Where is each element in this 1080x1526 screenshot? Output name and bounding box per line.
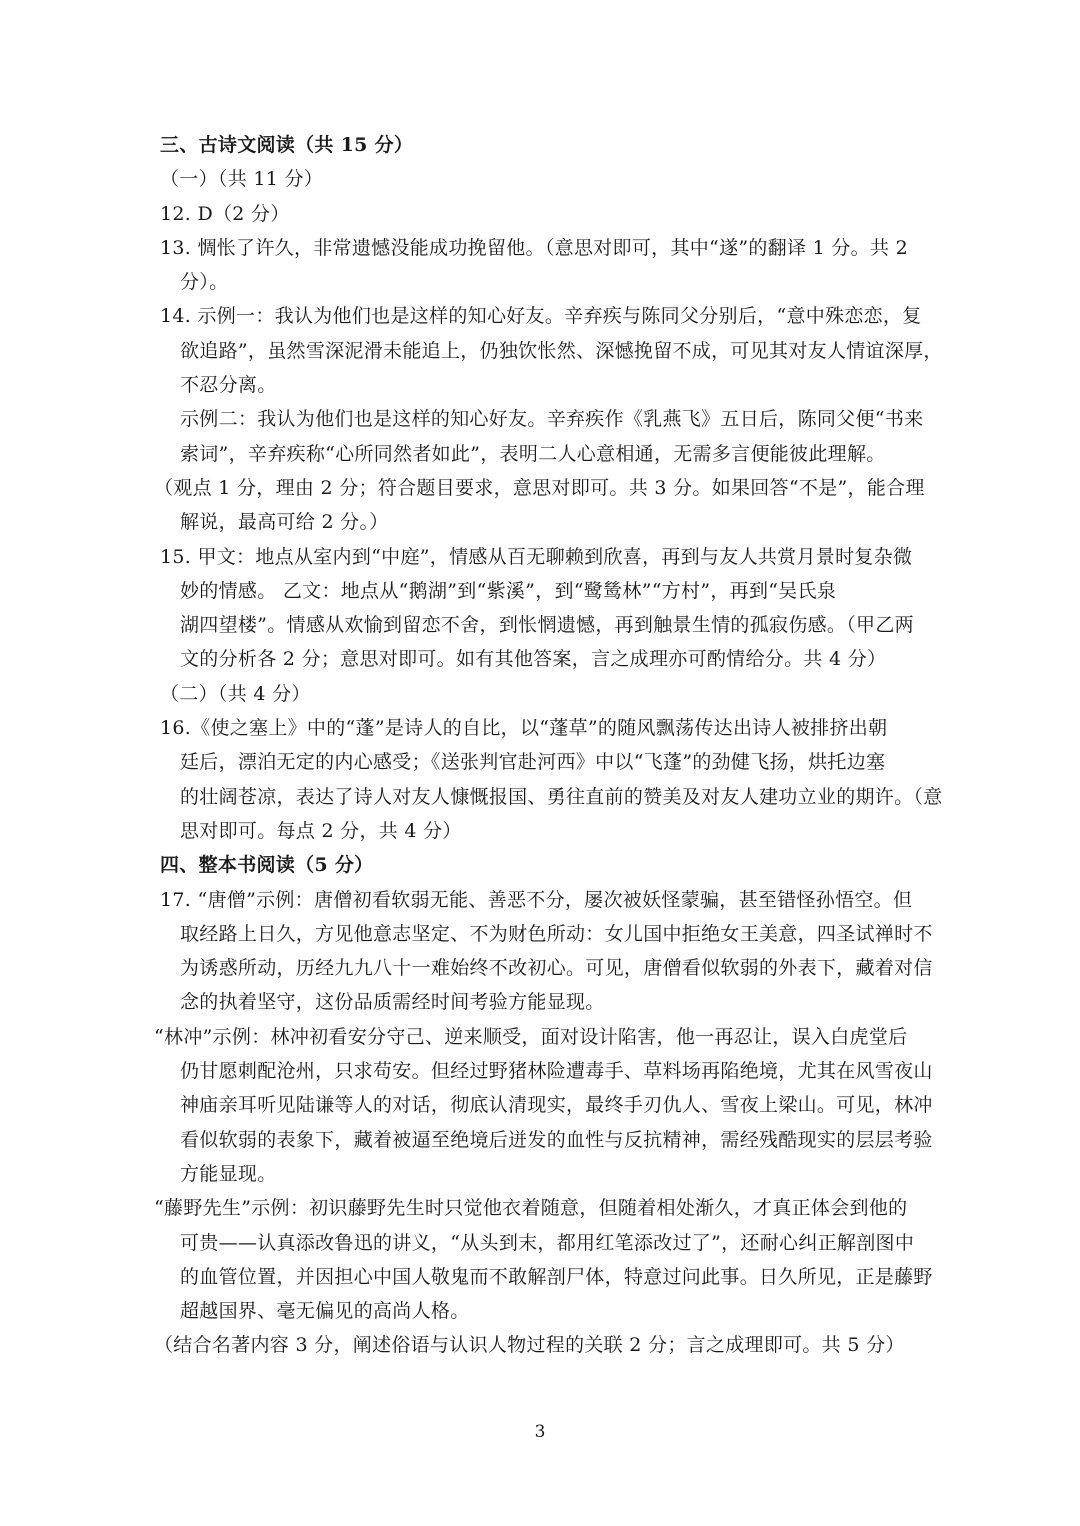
- answer-q15-line: 妙的情感。 乙文：地点从“鹅湖”到“紫溪”，到“鹭鸶林”“方村”，再到“吴氏泉: [180, 579, 837, 602]
- answer-q17-line: 可贵——认真添改鲁迅的讲义，“从头到末，都用红笔添改过了”，还耐心纠正解剖图中: [180, 1231, 915, 1254]
- scoring-note-q17: （结合名著内容 3 分，阐述俗语与认识人物过程的关联 2 分；言之成理即可。共 5 分）: [154, 1334, 905, 1357]
- answer-q17-line: “藤野先生”示例：初识藤野先生时只觉他衣着随意，但随着相处渐久，才真正体会到他的: [154, 1197, 908, 1220]
- answer-q14-line: 14. 示例一：我认为他们也是这样的知心好友。辛弃疾与陈同父分别后，“意中殊恋恋，复: [160, 305, 922, 328]
- answer-q14-line: 欲追路”，虽然雪深泥滑未能追上，仍独饮怅然、深憾挽留不成，可见其对友人情谊深厚，: [180, 339, 943, 362]
- scoring-note-q14: 解说，最高可给 2 分。）: [180, 511, 389, 534]
- answer-q17-line: 念的执着坚守，这份品质需经时间考验方能显现。: [180, 991, 605, 1014]
- subsection-heading-part-one: （一）（共 11 分）: [160, 168, 324, 191]
- subsection-heading-part-two: （二）（共 4 分）: [160, 682, 311, 705]
- answer-q13-line: 13. 惆怅了许久，非常遗憾没能成功挽留他。（意思对即可，其中“遂”的翻译 1 分。共 2: [160, 236, 908, 259]
- section-heading-ancient-poetry: 三、古诗文阅读（共 15 分）: [160, 134, 414, 156]
- answer-q14-line: 示例二：我认为他们也是这样的知心好友。辛弃疾作《乳燕飞》五日后，陈同父便“书来: [180, 408, 924, 431]
- answer-q17-line: 仍甘愿刺配沧州，只求苟安。但经过野猪林险遭毒手、草料场再陷绝境，尤其在风雪夜山: [180, 1060, 933, 1083]
- answer-q15-line: 湖四望楼”。情感从欢愉到留恋不舍，到怅惘遗憾，再到触景生情的孤寂伤感。（甲乙两: [180, 614, 914, 637]
- answer-q16-line: 思对即可。每点 2 分，共 4 分）: [180, 819, 462, 842]
- answer-q16-line: 的壮阔苍凉，表达了诗人对友人慷慨报国、勇往直前的赞美及对友人建功立业的期许。（意: [180, 785, 943, 808]
- answer-q12: 12. D（2 分）: [160, 202, 290, 225]
- answer-q17-line: 取经路上日久，方见他意志坚定、不为财色所动：女儿国中拒绝女王美意，四圣试禅时不: [180, 922, 933, 945]
- scoring-note-q14: （观点 1 分，理由 2 分；符合题目要求，意思对即可。共 3 分。如果回答“不是”，能合理: [154, 476, 925, 499]
- answer-content: [154, 128, 943, 1363]
- answer-q17-line: 的血管位置，并因担心中国人敬鬼而不敢解剖尸体，特意过问此事。日久所见，正是藤野: [180, 1265, 933, 1288]
- answer-q17-line: 方能显现。: [180, 1162, 277, 1185]
- answer-q17-line: 看似软弱的表象下，藏着被逼至绝境后迸发的血性与反抗精神，需经残酷现实的层层考验: [180, 1128, 933, 1151]
- answer-q17-line: 神庙亲耳听见陆谦等人的对话，彻底认清现实，最终手刃仇人、雪夜上梁山。可见，林冲: [180, 1094, 933, 1117]
- answer-q15-line: 15. 甲文：地点从室内到“中庭”，情感从百无聊赖到欣喜，再到与友人共赏月景时复杂微: [160, 545, 913, 568]
- section-heading-whole-book: 四、整本书阅读（5 分）: [160, 854, 374, 877]
- answer-q16-line: 廷后，漂泊无定的内心感受；《送张判官赴河西》中以“飞蓬”的劲健飞扬，烘托边塞: [180, 751, 886, 774]
- answer-q14-line: 索词”，辛弃疾称“心所同然者如此”，表明二人心意相通，无需多言便能彼此理解。: [180, 442, 886, 465]
- answer-q16-line: 16.《使之塞上》中的“蓬”是诗人的自比，以“蓬草”的随风飘荡传达出诗人被排挤出朝: [160, 717, 888, 740]
- answer-q13-line: 分）。: [180, 271, 229, 294]
- answer-q17-line: 17. “唐僧”示例：唐僧初看软弱无能、善恶不分，屡次被妖怪蒙骗，甚至错怪孙悟空。但: [160, 888, 913, 911]
- answer-q17-line: 超越国界、毫无偏见的高尚人格。: [180, 1300, 470, 1323]
- answer-q17-line: 为诱惑所动，历经九九八十一难始终不改初心。可见，唐僧看似软弱的外表下，藏着对信: [180, 957, 933, 980]
- answer-q14-line: 不忍分离。: [180, 374, 277, 397]
- answer-q15-line: 文的分析各 2 分；意思对即可。如有其他答案，言之成理亦可酌情给分。共 4 分）: [180, 648, 887, 671]
- answer-q17-line: “林冲”示例：林冲初看安分守己、逆来顺受，面对设计陷害，他一再忍让，误入白虎堂后: [154, 1025, 908, 1048]
- page-number: 3: [534, 1422, 546, 1442]
